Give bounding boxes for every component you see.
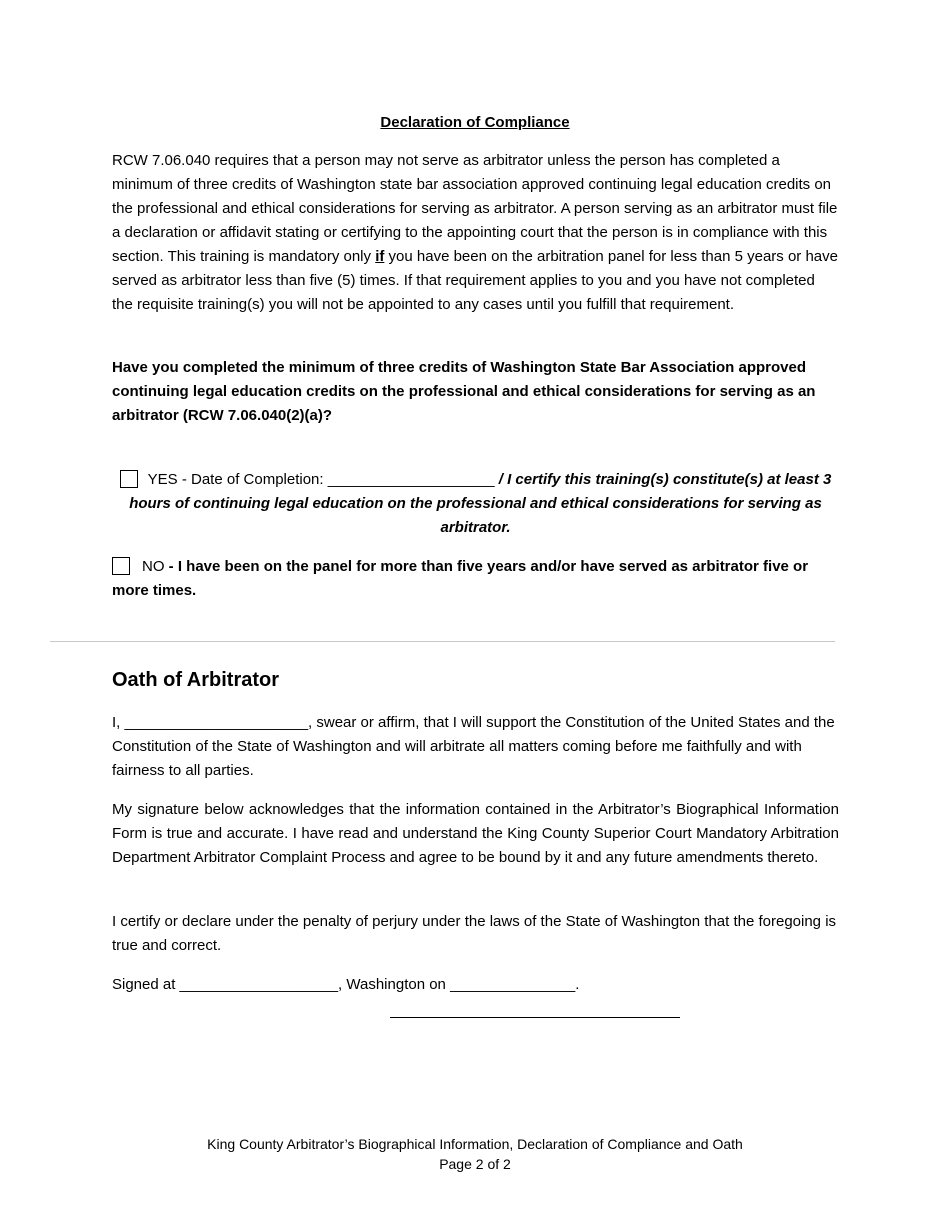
oath-heading: Oath of Arbitrator [112, 669, 280, 691]
declaration-title: Declaration of Compliance [380, 114, 570, 131]
no-option [112, 555, 839, 603]
section-divider [50, 641, 835, 642]
yes-option [112, 468, 839, 540]
no-statement: - I have been on the panel for more than five years and/or have served as arbitrator five or more times. [112, 558, 809, 599]
yes-checkbox[interactable] [120, 470, 138, 488]
intro-text-part1: RCW 7.06.040 requires that a person may not serve as arbitrator unless the person has completed a minimum of three credits of Washington state bar association approved continuing legal education credits on the professional and ethical considerations for serving as arbitrator. A person serving as an arbitrator must file a declaration or affidavit stating or certifying to the appointing court that the person is in compliance with this section. This training is mandatory only [112, 152, 838, 265]
intro-emphasis: if [375, 248, 385, 265]
oath-swear-paragraph: I, ______________________, swear or affirm, that I will support the Constitution of the United States and the Constitution of the State of Washington and will arbitrate all matters coming before me faithfully and with fairness to all parties. [112, 714, 835, 779]
oath-certify-paragraph: I certify or declare under the penalty of perjury under the laws of the State of Washington that the foregoing is true and correct. [112, 913, 837, 954]
oath-acknowledge-paragraph: My signature below acknowledges that the information contained in the Arbitrator’s Biographical Information Form is true and accurate. I have read and understand the King County Superior Court Mandatory Arbitration Department Arbitrator Complaint Process and agree to be bound by it and any future amendments thereto. [112, 801, 839, 866]
declaration-intro [112, 149, 839, 317]
intro-text-part2: you have been on the arbitration panel for less than 5 years or have served as arbitrator less than five (5) times. If that requirement applies to you and you have not completed the requisite training(s) you will not be appointed to any cases until you fulfill that requirement. [112, 248, 838, 313]
footer-page-number: Page 2 of 2 [439, 1156, 511, 1172]
signed-at-line: Signed at ___________________, Washington on _______________. [112, 976, 580, 993]
footer-title: King County Arbitrator’s Biographical Information, Declaration of Compliance and Oath [207, 1136, 743, 1152]
yes-label: YES - Date of Completion: ____________________ [147, 471, 495, 488]
yes-certify-statement: / I certify this training(s) constitute(s) at least 3 hours of continuing legal education on the professional and ethical considerations for serving as arbitrator. [129, 471, 832, 536]
signature-line[interactable] [390, 1017, 680, 1018]
compliance-question: Have you completed the minimum of three credits of Washington State Bar Association approved continuing legal education credits on the professional and ethical considerations for serving as an arbitrator (RCW 7.06.040(2)(a)? [112, 359, 816, 424]
no-label: NO [142, 558, 165, 575]
no-checkbox[interactable] [112, 557, 130, 575]
